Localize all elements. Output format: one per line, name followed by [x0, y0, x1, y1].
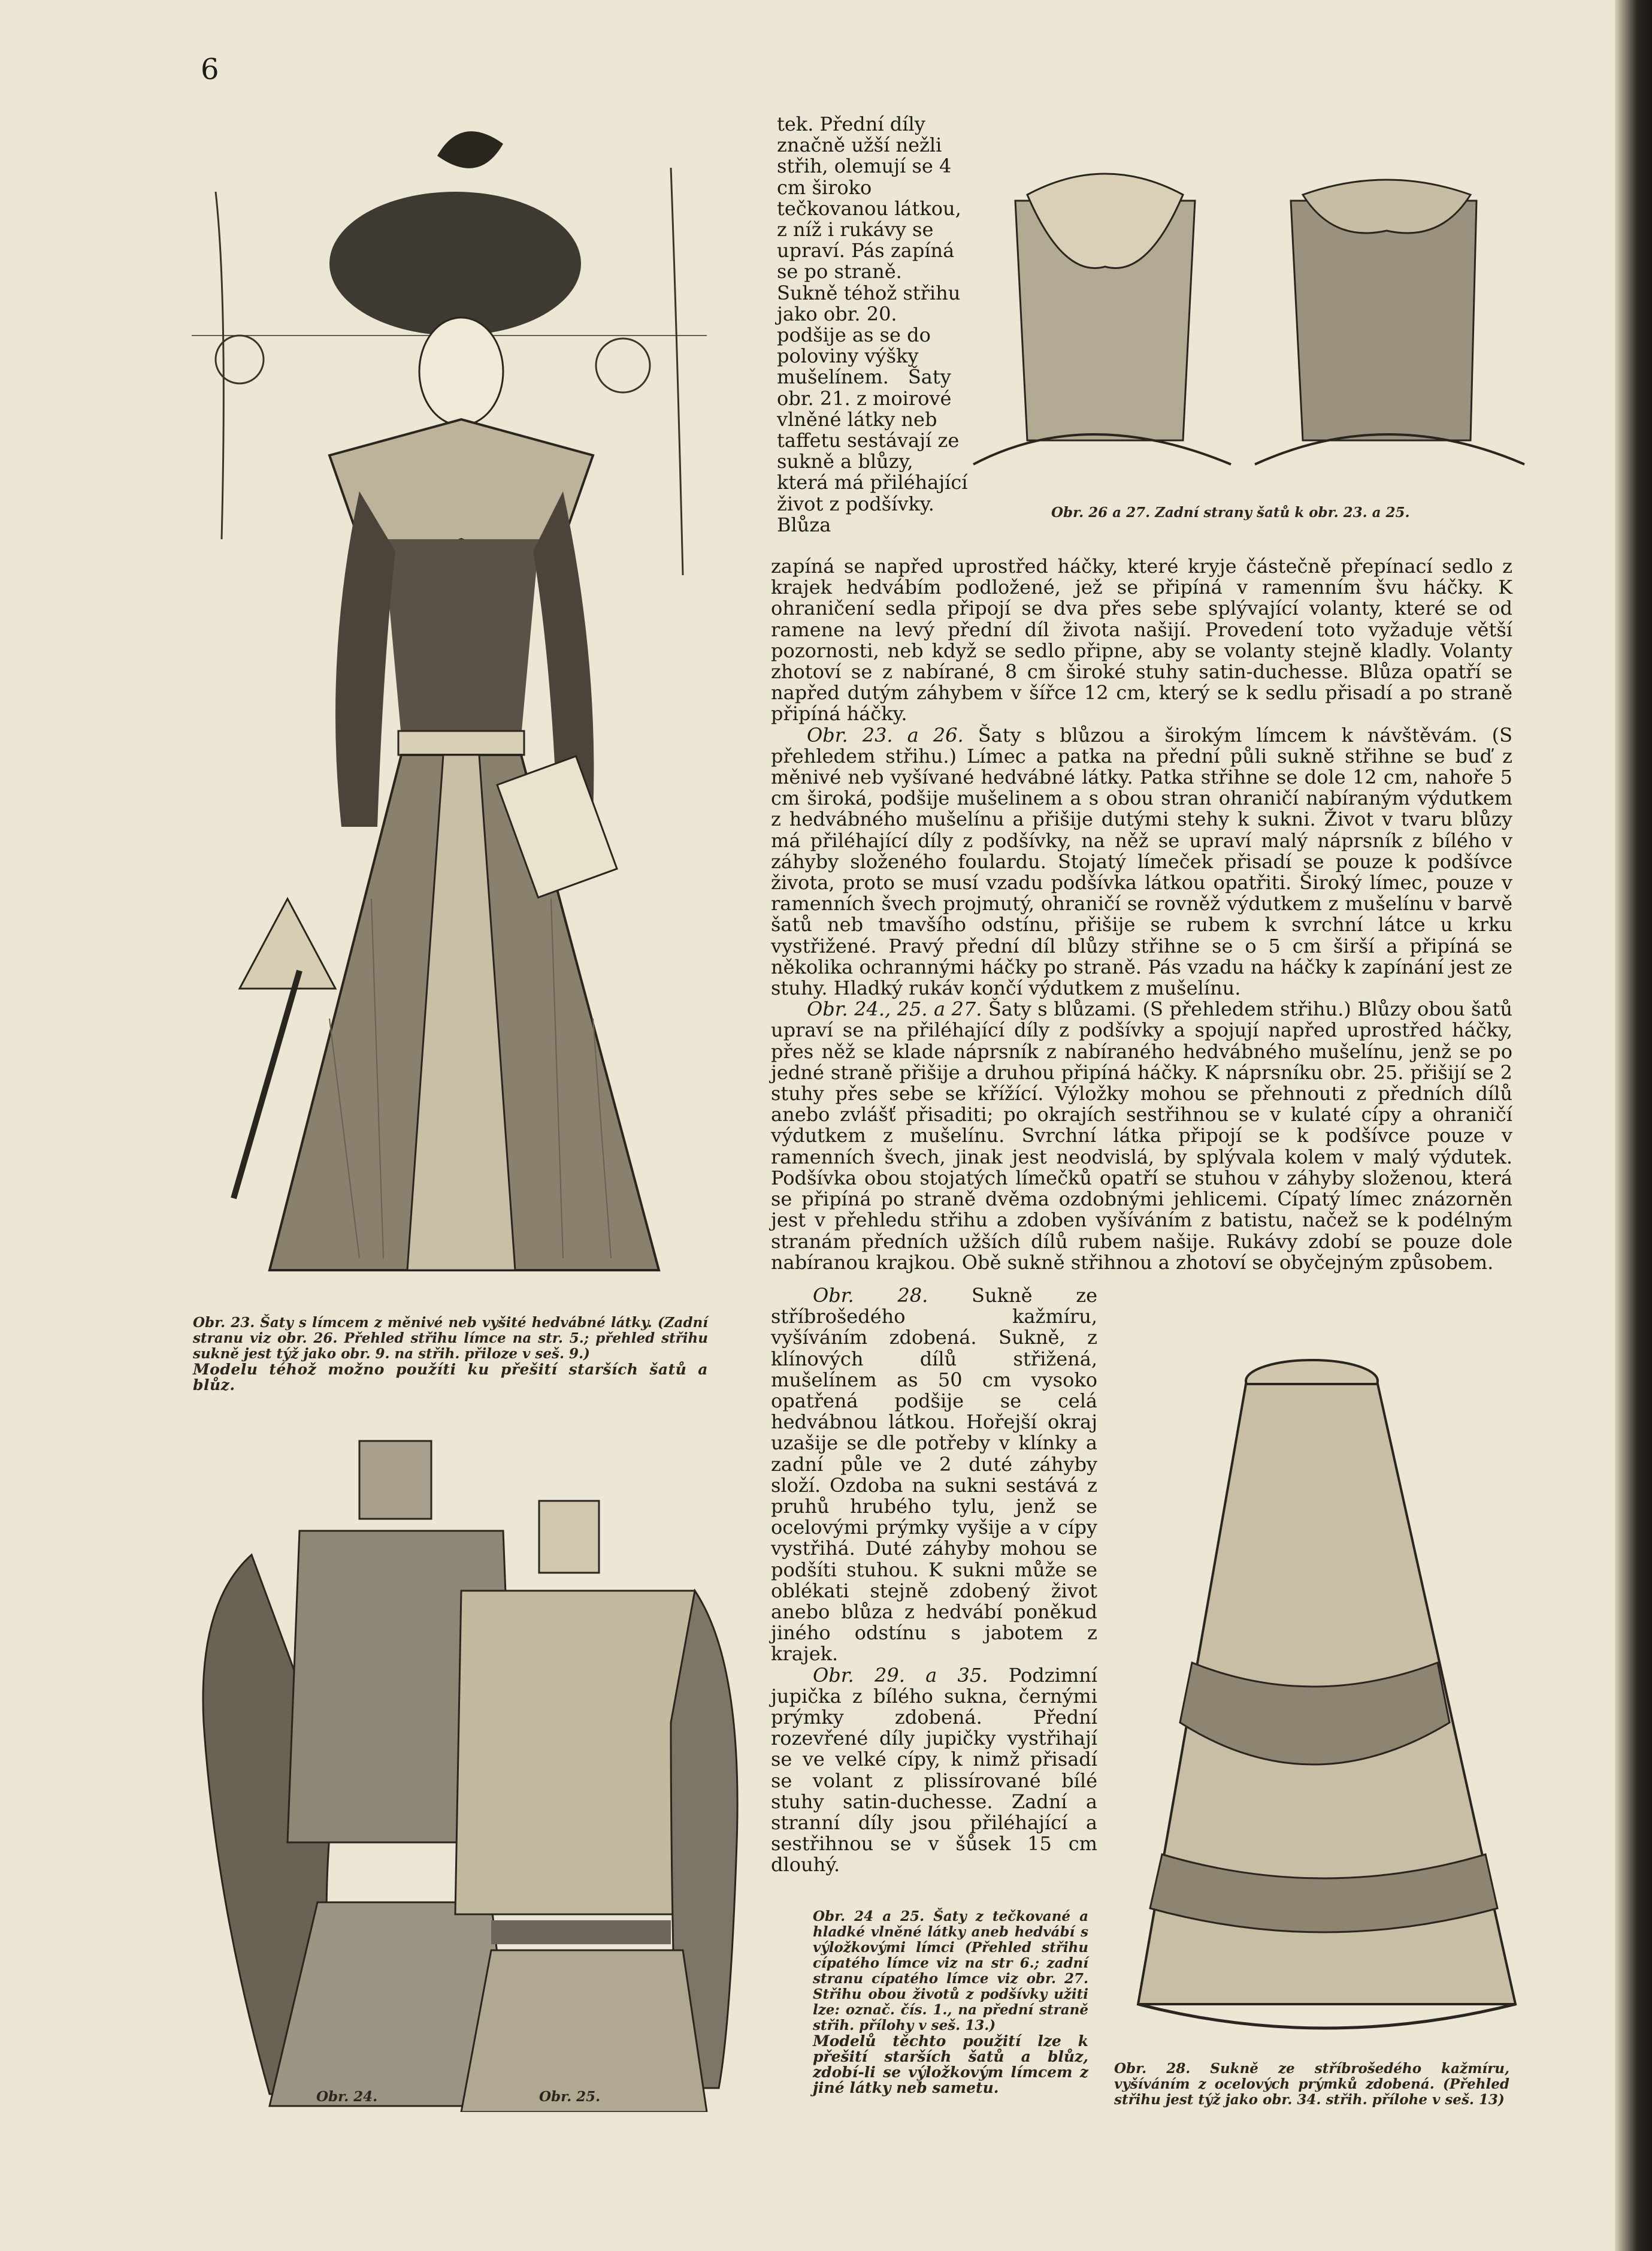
- paragraph-obr-24-lead: Obr. 24., 25. a 27.: [807, 998, 982, 1021]
- text-block-wide: [771, 556, 1512, 1273]
- paragraph-obr-23-body: Šaty s blůzou a širokým límcem k návštěvám. (S přehledem střihu.) Límec a patka na přední půli sukně střihne se buď z měnivé neb vyšívané hedvábné látky. Patka střihne se dole 12 cm, nahoře 5 cm široká, podšije mušelinem a s obou stran ohraničí nabíraným výdutkem z hedvábného mušelínu a přišije dutými stehy k sukni. Život v tvaru blůzy má přiléhající díly z podšívky, na něž se upraví malý náprsník z bílého v záhyby složeného foulardu. Stojatý límeček přisadí se pouze k podšívce života, proto se musí vzadu podšívka látkou opatřiti. Široký límec, pouze v ramenních švech projmutý, ohraničí se rovněž výdutkem z mušelínu v barvě šatů neb tmavšího odstínu, přišije se rubem k svrchní látce u krku vystřižené. Pravý přední díl blůzy střihne se o 5 cm širší a připíná se několika ochrannými háčky po straně. Pás vzadu na háčky k zapínání jest ze stuhy. Hladký rukáv končí výdutkem z mušelínu.: [771, 723, 1513, 1000]
- figure-23-caption-note: Modelu téhož možno použíti ku přešití starších šatů a blůz.: [193, 1361, 708, 1394]
- text-column-narrow: tek. Přední díly značně užší nežli střih, olemují se 4 cm široko tečkovanou látkou, z níž i rukávy se upraví. Pás zapíná se po straně. Sukně téhož střihu jako obr. 20. podšije as se do poloviny výšky mušelínem. Šaty obr. 21. z moirové vlněné látky neb taffetu sestávají ze sukně a blůzy, která má přiléhající život z podšívky. Blůza: [777, 113, 968, 536]
- paragraph-obr-24-body: Šaty s blůzami. (S přehledem střihu.) Blůzy obou šatů upraví se na přiléhající díly z podšívky a spojují napřed uprostřed háčky, přes něž se klade náprsník z nabíraného hedvábného mušelínu, jenž se po jedné straně přišije a druhou připíná háčky. K náprsníku obr. 25. přišijí se 2 stuhy přes sebe se křížící. Výložky mohou se přehnouti z předních dílů anebo zvlášť přisaditi; po okrajích sestřihnou se v kulaté cípy a ohraničí výdutkem z mušelínu. Svrchní látka připojí se k podšívce pouze v ramenních švech, jinak jest neodvislá, by splývala kolem v malý výdutek. Podšívka obou stojatých límečků opatří se stuhou v záhyby složenou, která se připíná po straně dvěma ozdobnými jehlicemi. Cípatý límec znázorněn jest v přehledu střihu a zdoben vyšíváním z batistu, načež se k podélným stranám předních užších dílů rubem našije. Rukávy zdobí se pouze dole nabíranou krajkou. Obě sukně střihnou a zhotoví se obyčejným způsobem.: [771, 998, 1513, 1274]
- figure-24-25-illustration: [180, 1423, 749, 2112]
- paragraph-obr-23-lead: Obr. 23. a 26.: [807, 723, 964, 747]
- page-number: 6: [201, 53, 219, 86]
- figure-24-caption-text: Obr. 24 a 25. Šaty z tečkované a hladké vlněné látky aneb hedvábí s výložkovými límci (Přehled střihu cípatého límce viz na str 6.; zadní stranu cípatého límce viz obr. 27. Střihu obou životů z podšívky užiti lze: označ. čís. 1., na přední straně střih. přílohy v seš. 13.): [813, 1908, 1088, 2034]
- book-binding-edge: [1615, 0, 1652, 2251]
- figure-23-caption: [193, 1315, 708, 1393]
- figure-23-caption-text: Obr. 23. Šaty s límcem z měnivé neb vyšité hedvábné látky. (Zadní stranu viz obr. 26. Přehled střihu límce na str. 5.; přehled střihu sukně jest týž jako obr. 9. na střih. přiloze v seš. 9.): [193, 1315, 708, 1362]
- figure-28-caption: Obr. 28. Sukně ze stříbrošedého kažmíru, vyšíváním z ocelových prýmků zdobená. (Přehled střihu jest týž jako obr. 34. střih. přílohe v seš. 13): [1114, 2060, 1509, 2108]
- text-column-lower: [771, 1285, 1097, 1876]
- figure-26-caption: Obr. 26 a 27. Zadní strany šatů k obr. 23. a 25.: [1051, 504, 1410, 521]
- obr-25-label: Obr. 25.: [539, 2089, 601, 2105]
- paragraph-obr-29: [771, 1665, 1097, 1876]
- figure-28-illustration: [1126, 1351, 1521, 2049]
- figure-23-illustration: [180, 120, 719, 1288]
- paragraph-sedlo: zapíná se napřed uprostřed háčky, které kryje částečně přepínací sedlo z krajek hedvábím podložené, jež se připíná v ramenním švu háčky. K ohraničení sedla připojí se dva přes sebe splývající volanty, které se od ramene na levý přední díl života našijí. Provedení toto vyžaduje větší pozornosti, neb když se sedlo připne, aby se volanty stejně kladly. Volanty zhotoví se z nabírané, 8 cm široké stuhy satin-duchesse. Blůza opatří se napřed dutým záhybem v šířce 12 cm, který se k sedlu přisadí a po straně připíná háčky.: [771, 555, 1512, 726]
- figure-26-27-illustration: [967, 129, 1530, 494]
- paragraph-obr-23: [771, 725, 1512, 999]
- paragraph-obr-28: [771, 1285, 1097, 1665]
- paragraph-obr-28-body: Sukně ze stříbrošedého kažmíru, vyšíváním zdobená. Sukně, z klínových dílů střižená, mušelínem as 50 cm vysoko opatřená podšije se celá hedvábnou látkou. Hořejší okraj uzašije se dle potřeby v klínky a zadní půle ve 2 duté záhyby složí. Ozdoba na sukni sestává z pruhů hrubého tylu, jenž se ocelovými prýmky vyšije a v cípy vystřihá. Duté záhyby mohou se podšíti stuhou. K sukni může se oblékati stejně zdobený život anebo blůza z hedvábí poněkud jiného odstínu s jabotem z krajek.: [771, 1284, 1098, 1666]
- paragraph-obr-28-lead: Obr. 28.: [813, 1284, 928, 1307]
- paragraph-obr-29-body: Podzimní jupička z bílého sukna, černými prýmky zdobená. Přední rozevřené díly jupičky vystřihají se ve velké cípy, k nimž přisadí se volant z plissírované bílé stuhy satin-duchesse. Zadní a stranní díly jsou přiléhající a sestřihnou se v šůsek 15 cm dlouhý.: [771, 1663, 1098, 1877]
- obr-24-label: Obr. 24.: [316, 2089, 378, 2105]
- paragraph-obr-24: [771, 999, 1512, 1273]
- paragraph-obr-29-lead: Obr. 29. a 35.: [813, 1663, 988, 1687]
- figure-24-caption: [813, 1909, 1088, 2096]
- figure-24-caption-note: Modelů těchto použití lze k přešití starších šatů a blůz, zdobí-li se výložkovým límcem z jiné látky neb sametu.: [813, 2032, 1088, 2096]
